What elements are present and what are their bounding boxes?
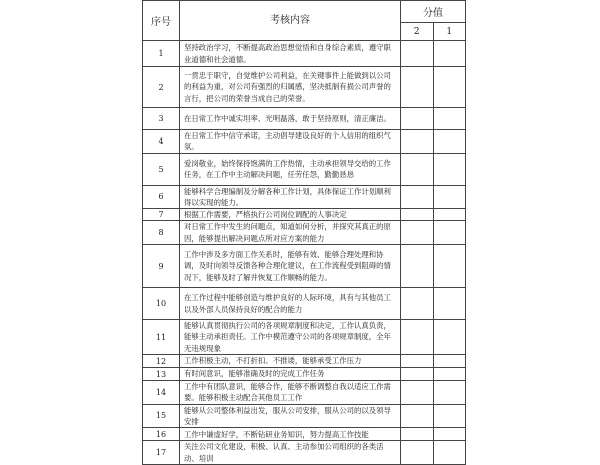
table-row: [143, 428, 466, 441]
row-number: 1: [143, 41, 180, 67]
score-cell-1[interactable]: [433, 428, 466, 441]
header-score: 分值: [401, 1, 466, 23]
row-number: 10: [143, 288, 180, 320]
row-number: 3: [143, 108, 180, 130]
score-col-2: 2: [401, 23, 434, 41]
row-number: 2: [143, 67, 180, 108]
row-number: 13: [143, 368, 180, 381]
score-cell-1[interactable]: [433, 185, 466, 209]
header-number: 序号: [143, 1, 180, 41]
row-content: 一贯忠于职守，自觉维护公司利益，在关键事件上能做到以公司的利益为重，对公司有强烈的归属感，坚决抵制有损公司声誉的言行，把公司的荣誉当成自己的荣誉。: [180, 67, 401, 108]
row-number: 14: [143, 381, 180, 405]
score-cell-1[interactable]: [433, 67, 466, 108]
table-row: [143, 245, 466, 288]
table-row: [143, 108, 466, 130]
table-row: [143, 355, 466, 368]
score-cell-2[interactable]: [401, 245, 434, 288]
score-cell-1[interactable]: [433, 221, 466, 245]
score-cell-2[interactable]: [401, 320, 434, 355]
score-cell-2[interactable]: [401, 368, 434, 381]
row-number: 7: [143, 209, 180, 221]
table-body: [143, 41, 466, 465]
table-row: [143, 185, 466, 209]
row-number: 16: [143, 428, 180, 441]
score-cell-2[interactable]: [401, 130, 434, 154]
table-row: [143, 130, 466, 154]
score-cell-2[interactable]: [401, 428, 434, 441]
row-content: 对日常工作中发生的问题点，知道如何分析，并探究其真正的原因，能够提出解决问题点所对应方案的能力: [180, 221, 401, 245]
score-cell-1[interactable]: [433, 381, 466, 405]
row-number: 4: [143, 130, 180, 154]
score-cell-2[interactable]: [401, 209, 434, 221]
score-cell-2[interactable]: [401, 404, 434, 428]
assessment-sheet: [142, 0, 466, 463]
assessment-table: [142, 0, 466, 465]
row-number: 9: [143, 245, 180, 288]
score-cell-1[interactable]: [433, 320, 466, 355]
table-row: [143, 381, 466, 405]
table-row: [143, 221, 466, 245]
table-row: [143, 404, 466, 428]
score-cell-1[interactable]: [433, 368, 466, 381]
table-row: [143, 209, 466, 221]
score-cell-2[interactable]: [401, 288, 434, 320]
row-number: 5: [143, 153, 180, 185]
row-content: 能够科学合理编制及分解各种工作计划，具体保证工作计划顺利得以实现的能力。: [180, 185, 401, 209]
row-number: 15: [143, 404, 180, 428]
table-row: [143, 153, 466, 185]
table-header-row: [143, 1, 466, 23]
row-content: 坚持政治学习，不断提高政治思想觉悟和自身综合素质，遵守职业道德和社会道德。: [180, 41, 401, 67]
row-content: 工作中涉及多方面工作关系时，能够有效、能够合理处理和协调，及时向领导反馈各种合理化建议，在工作流程受到阻碍的情况下，能够及时了解并恢复工作顺畅的能力。: [180, 245, 401, 288]
score-cell-2[interactable]: [401, 355, 434, 368]
table-row: [143, 288, 466, 320]
row-content: 根据工作需要，严格执行公司岗位调配的人事决定: [180, 209, 401, 221]
row-content: 爱岗敬业，始终保持饱满的工作热情，主动承担领导交给的工作任务，在工作中主动解决问题，任劳任怨，勤勤恳恳: [180, 153, 401, 185]
score-cell-2[interactable]: [401, 185, 434, 209]
row-content: 有时间意识，能够准确及时的完成工作任务: [180, 368, 401, 381]
row-number: 12: [143, 355, 180, 368]
row-number: 8: [143, 221, 180, 245]
score-cell-1[interactable]: [433, 355, 466, 368]
row-content: 能够从公司整体利益出发，服从公司安排，服从公司的以及领导安排: [180, 404, 401, 428]
score-cell-2[interactable]: [401, 67, 434, 108]
row-number: 11: [143, 320, 180, 355]
row-content: 在工作过程中能够创造与维护良好的人际环境，具有与其他员工以及外部人员保持良好的配合的能力: [180, 288, 401, 320]
score-cell-2[interactable]: [401, 441, 434, 465]
row-content: 工作中谦虚好学，不断钻研业务知识，努力提高工作技能: [180, 428, 401, 441]
score-cell-2[interactable]: [401, 381, 434, 405]
table-row: [143, 441, 466, 465]
table-row: [143, 368, 466, 381]
score-cell-1[interactable]: [433, 288, 466, 320]
row-content: 能够认真贯彻执行公司的各项规章制度和决定，工作认真负责，能够主动承担责任。工作中模范遵守公司的各项规章制度，全年无违规现象: [180, 320, 401, 355]
score-cell-1[interactable]: [433, 153, 466, 185]
table-row: [143, 41, 466, 67]
score-cell-1[interactable]: [433, 130, 466, 154]
score-cell-2[interactable]: [401, 221, 434, 245]
row-content: 工作积极主动，不打折扣、不推诿，能够承受工作压力: [180, 355, 401, 368]
score-cell-1[interactable]: [433, 41, 466, 67]
header-content: 考核内容: [180, 1, 401, 41]
row-content: 在日常工作中信守承诺，主动倡导建设良好的个人信用的组织气氛。: [180, 130, 401, 154]
score-cell-2[interactable]: [401, 41, 434, 67]
row-content: 在日常工作中诚实坦率、光明磊落，敢于坚持原则，清正廉洁。: [180, 108, 401, 130]
score-cell-2[interactable]: [401, 153, 434, 185]
score-cell-1[interactable]: [433, 245, 466, 288]
score-cell-1[interactable]: [433, 404, 466, 428]
table-row: [143, 67, 466, 108]
score-col-1: 1: [433, 23, 466, 41]
score-cell-1[interactable]: [433, 441, 466, 465]
score-cell-1[interactable]: [433, 209, 466, 221]
row-content: 工作中有团队意识，能够合作，能够不断调整自我以适应工作需要。能够积极主动配合其他员工工作: [180, 381, 401, 405]
score-cell-2[interactable]: [401, 108, 434, 130]
table-row: [143, 320, 466, 355]
row-number: 6: [143, 185, 180, 209]
row-number: 17: [143, 441, 180, 465]
row-content: 关注公司文化建设，积极、认真、主动参加公司组织的各类活动、培训: [180, 441, 401, 465]
score-cell-1[interactable]: [433, 108, 466, 130]
